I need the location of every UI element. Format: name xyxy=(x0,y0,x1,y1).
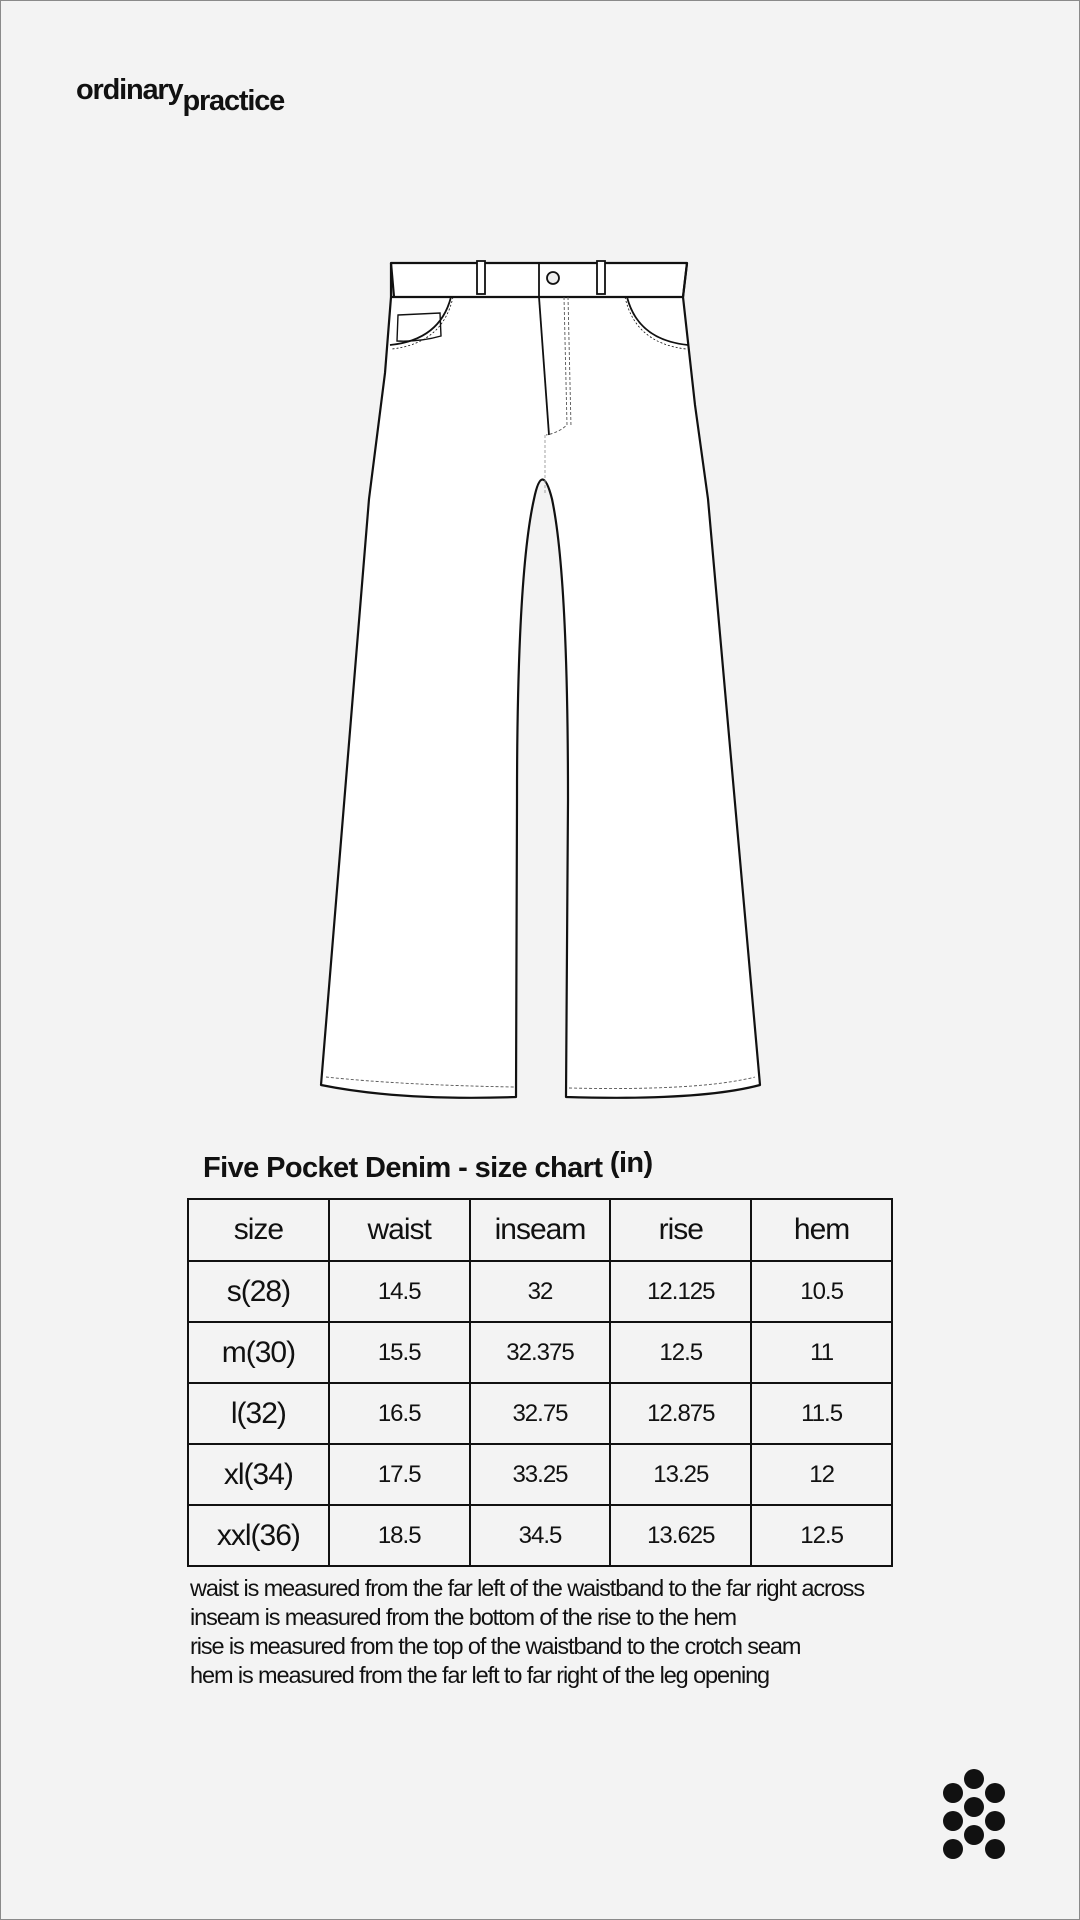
inseam-cell: 32.375 xyxy=(470,1322,611,1383)
inseam-cell: 32.75 xyxy=(470,1383,611,1444)
size-cell: l(32) xyxy=(188,1383,329,1444)
measurement-notes xyxy=(190,1574,864,1690)
table-row xyxy=(188,1261,892,1322)
table-row xyxy=(188,1322,892,1383)
chart-title-text: Five Pocket Denim - size chart xyxy=(203,1152,603,1184)
brand-word-practice: practice xyxy=(182,85,285,117)
table-row xyxy=(188,1383,892,1444)
note-hem: hem is measured from the far left to far right of the leg opening xyxy=(190,1662,770,1688)
size-chart-table xyxy=(187,1198,893,1567)
jeans-outline xyxy=(321,263,760,1098)
rise-cell: 12.875 xyxy=(610,1383,751,1444)
hem-cell: 12 xyxy=(751,1444,892,1505)
brand-logo xyxy=(76,74,285,117)
inseam-cell: 32 xyxy=(470,1261,611,1322)
col-header-rise: rise xyxy=(610,1199,751,1261)
waist-cell: 17.5 xyxy=(329,1444,470,1505)
table-row xyxy=(188,1505,892,1566)
waist-cell: 15.5 xyxy=(329,1322,470,1383)
col-header-hem: hem xyxy=(751,1199,892,1261)
table-row xyxy=(188,1444,892,1505)
belt-loop-left xyxy=(477,261,485,294)
belt-loop-right xyxy=(597,261,605,294)
col-header-inseam: inseam xyxy=(470,1199,611,1261)
note-waist: waist is measured from the far left of the waistband to the far right across xyxy=(190,1575,864,1601)
size-cell: m(30) xyxy=(188,1322,329,1383)
col-header-waist: waist xyxy=(329,1199,470,1261)
col-header-size: size xyxy=(188,1199,329,1261)
hem-cell: 10.5 xyxy=(751,1261,892,1322)
jeans-illustration xyxy=(310,255,770,1105)
rise-cell: 13.25 xyxy=(610,1444,751,1505)
table-header-row xyxy=(188,1199,892,1261)
size-cell: s(28) xyxy=(188,1261,329,1322)
chart-unit: (in) xyxy=(609,1147,653,1179)
hem-cell: 12.5 xyxy=(751,1505,892,1566)
brand-dots-icon xyxy=(941,1768,1007,1860)
inseam-cell: 34.5 xyxy=(470,1505,611,1566)
rise-cell: 12.5 xyxy=(610,1322,751,1383)
waist-cell: 16.5 xyxy=(329,1383,470,1444)
waist-cell: 18.5 xyxy=(329,1505,470,1566)
inseam-cell: 33.25 xyxy=(470,1444,611,1505)
size-cell: xl(34) xyxy=(188,1444,329,1505)
note-rise: rise is measured from the top of the waistband to the crotch seam xyxy=(190,1633,801,1659)
size-cell: xxl(36) xyxy=(188,1505,329,1566)
button xyxy=(547,272,559,284)
rise-cell: 12.125 xyxy=(610,1261,751,1322)
rise-cell: 13.625 xyxy=(610,1505,751,1566)
hem-cell: 11 xyxy=(751,1322,892,1383)
brand-word-ordinary: ordinary xyxy=(76,74,183,106)
note-inseam: inseam is measured from the bottom of the rise to the hem xyxy=(190,1604,736,1630)
chart-title xyxy=(203,1147,653,1185)
waist-cell: 14.5 xyxy=(329,1261,470,1322)
hem-cell: 11.5 xyxy=(751,1383,892,1444)
